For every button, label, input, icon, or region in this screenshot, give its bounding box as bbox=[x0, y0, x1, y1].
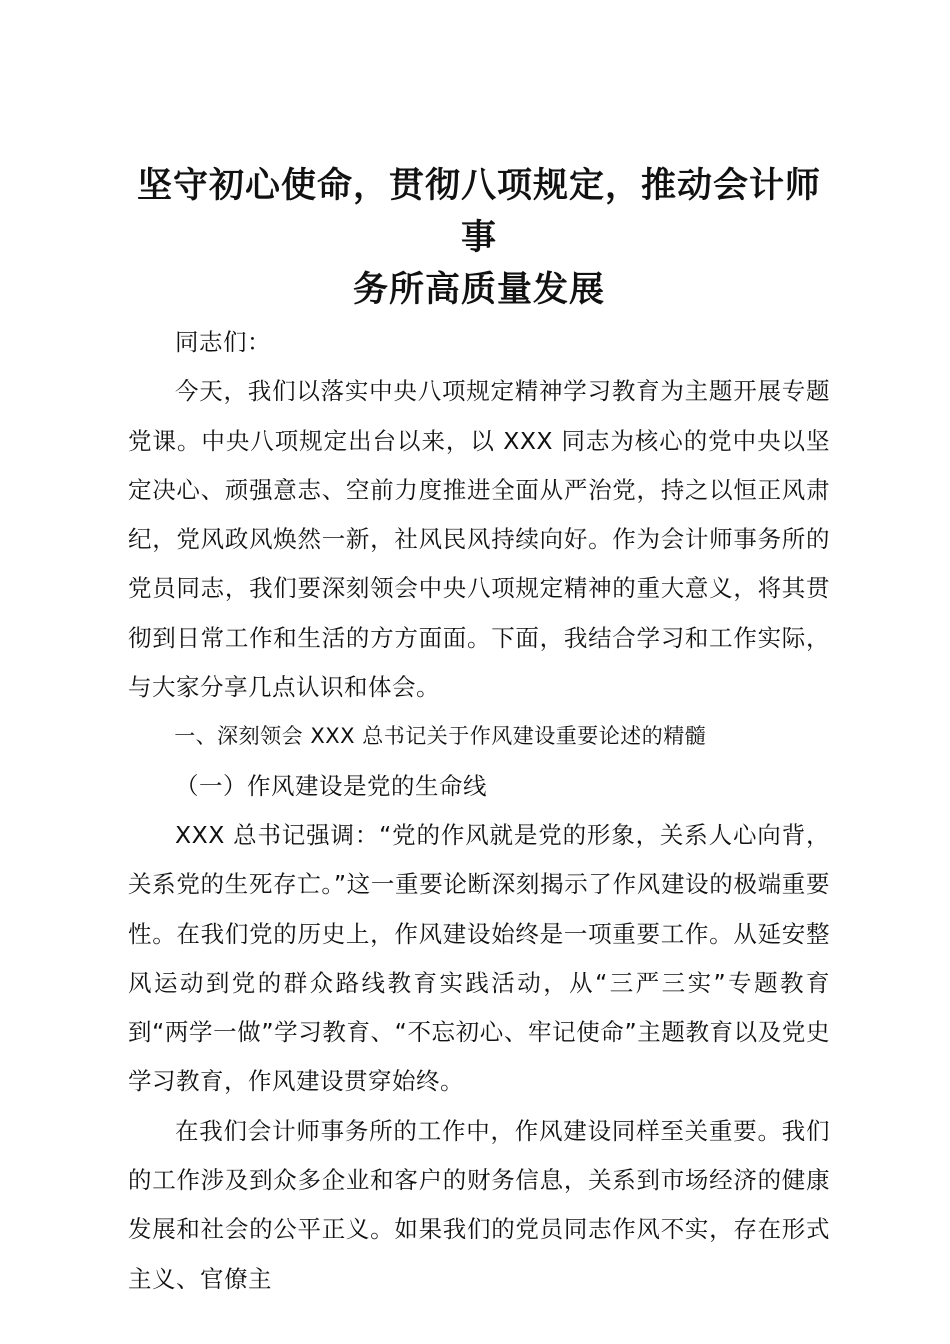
intro-paragraph: 今天，我们以落实中央八项规定精神学习教育为主题开展专题党课。中央八项规定出台以来，以 XXX 同志为核心的党中央以坚定决心、顽强意志、空前力度推进全面从严治党，持之以恒正风肃纪，党风政风焕然一新，社风民风持续向好。作为会计师事务所的党员同志，我们要深刻领会中央八项规定精神的重大意义，将其贯彻到日常工作和生活的方方面面。下面，我结合学习和工作实际，与大家分享几点认识和体会。 bbox=[128, 377, 830, 702]
document-title bbox=[128, 160, 830, 316]
body-paragraph-3: 在我们会计师事务所的工作中，作风建设同样至关重要。我们的工作涉及到众多企业和客户的财务信息，关系到市场经济的健康发展和社会的公平正义。如果我们的党员同志作风不实，存在形式主义、官僚主 bbox=[128, 1116, 830, 1293]
document-page bbox=[128, 160, 830, 1304]
subsection-heading-1: （一）作风建设是党的生命线 bbox=[175, 771, 487, 800]
title-line-1: 坚守初心使命，贯彻八项规定，推动会计师事 bbox=[136, 166, 821, 258]
section-heading-1: 一、深刻领会 XXX 总书记关于作风建设重要论述的精髓 bbox=[174, 724, 707, 749]
title-line-2: 务所高质量发展 bbox=[352, 270, 605, 310]
body-paragraph-2: XXX 总书记强调：“党的作风就是党的形象，关系人心向背，关系党的生死存亡。”这一重要论断深刻揭示了作风建设的极端重要性。在我们党的历史上，作风建设始终是一项重要工作。从延安整风运动到党的群众路线教育实践活动，从“三严三实”专题教育到“两学一做”学习教育、“不忘初心、牢记使命”主题教育以及党史学习教育，作风建设贯穿始终。 bbox=[128, 820, 830, 1096]
salutation: 同志们： bbox=[175, 328, 271, 356]
